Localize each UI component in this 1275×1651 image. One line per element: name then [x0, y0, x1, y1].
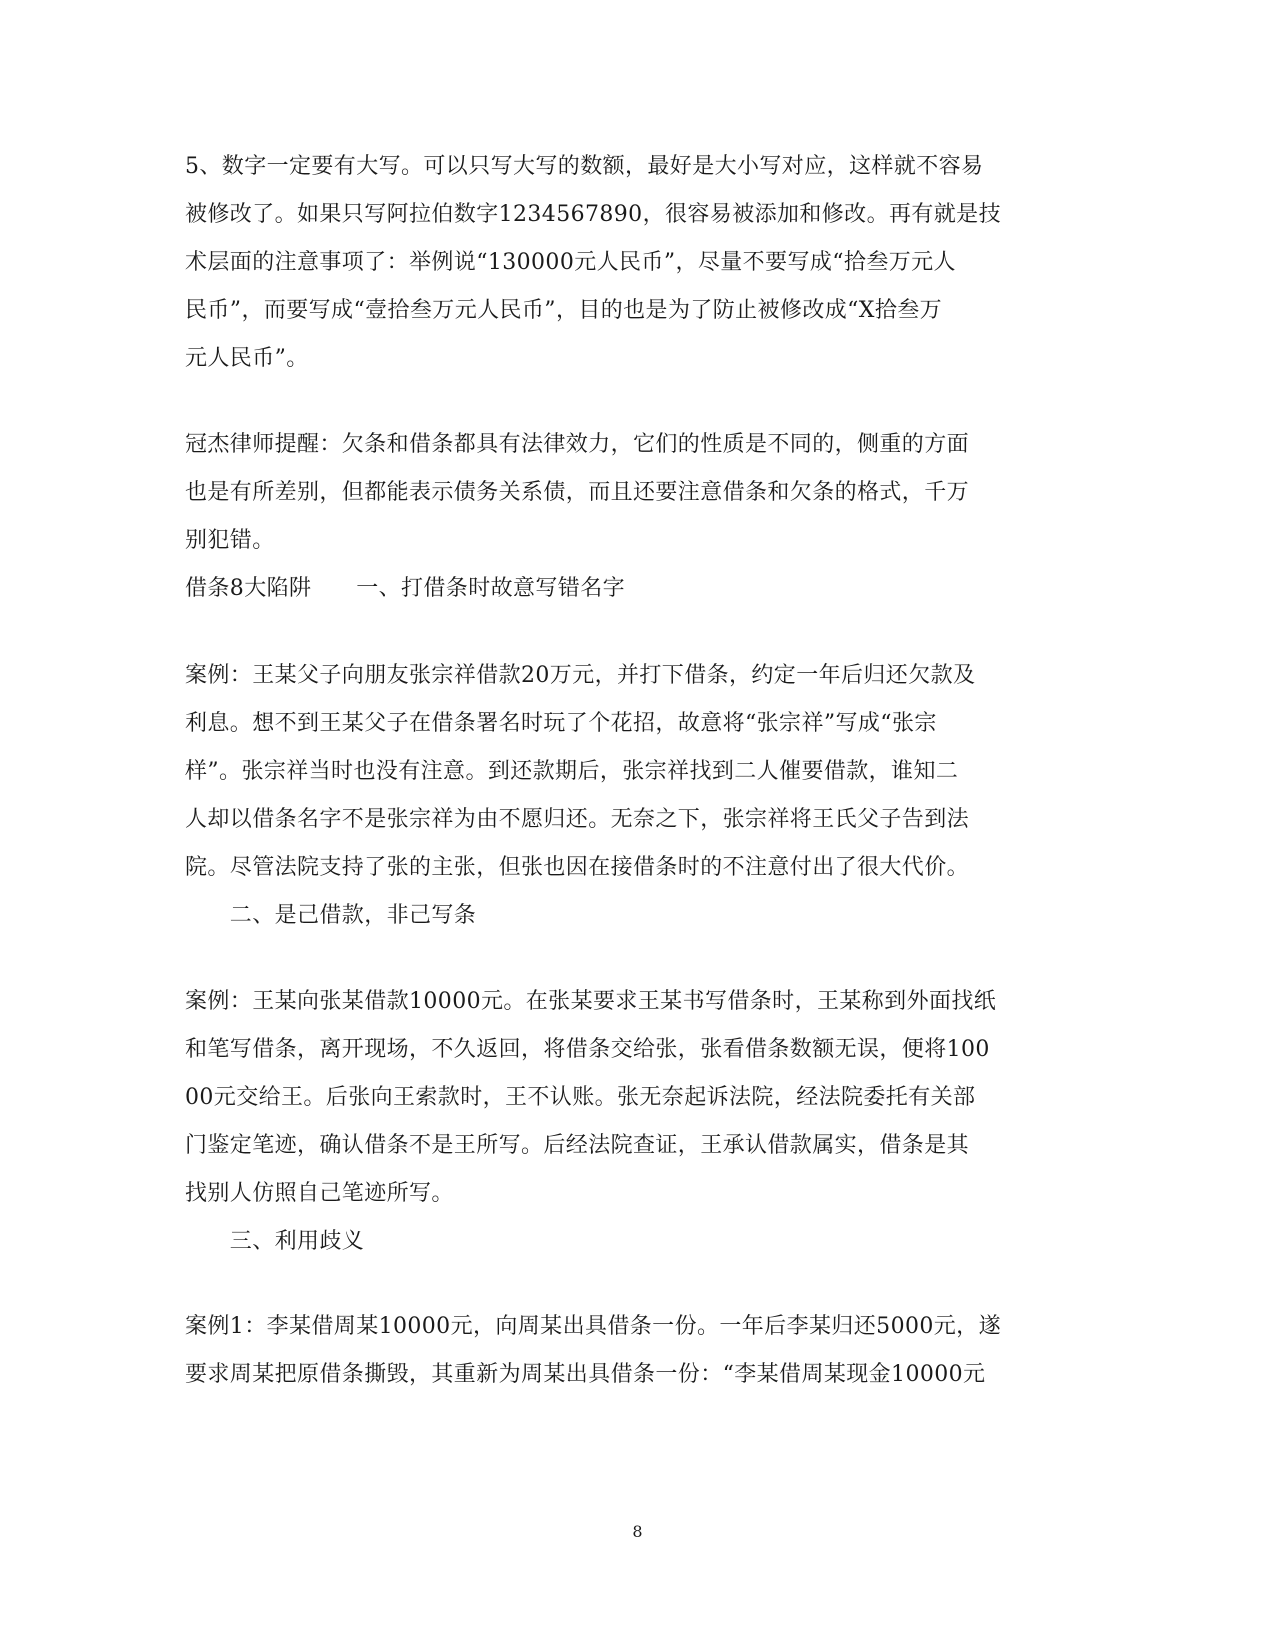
text-line: 元人民币”。 — [185, 346, 309, 371]
text-line: 利息。想不到王某父子在借条署名时玩了个花招，故意将“张宗祥”写成“张宗 — [185, 711, 937, 736]
paragraph-case-not-own-writing — [185, 978, 1065, 1266]
text-line: 案例：王某父子向朋友张宗祥借款20万元，并打下借条，约定一年后归还欠款及 — [185, 663, 976, 688]
text-line: 5、数字一定要有大写。可以只写大写的数额，最好是大小写对应，这样就不容易 — [185, 154, 984, 179]
page-number: 8 — [632, 1522, 643, 1541]
text-line: 被修改了。如果只写阿拉伯数字1234567890，很容易被添加和修改。再有就是技 — [185, 202, 1001, 227]
paragraph-case-wrong-name — [185, 652, 1065, 940]
paragraph-capital-numbers — [185, 143, 1065, 383]
text-line: 人却以借条名字不是张宗祥为由不愿归还。无奈之下，张宗祥将王氏父子告到法 — [185, 807, 970, 832]
text-line: 民币”，而要写成“壹拾叁万元人民币”，目的也是为了防止被修改成“X拾叁万 — [185, 298, 943, 323]
text-line: 也是有所差别，但都能表示债务关系债，而且还要注意借条和欠条的格式，千万 — [185, 480, 970, 505]
text-line: 院。尽管法院支持了张的主张，但张也因在接借条时的不注意付出了很大代价。 — [185, 855, 970, 880]
paragraph-lawyer-reminder — [185, 421, 1065, 613]
section-heading: 三、利用歧义 — [185, 1229, 365, 1254]
text-line: 要求周某把原借条撕毁，其重新为周某出具借条一份：“李某借周某现金10000元 — [185, 1362, 986, 1387]
text-line: 找别人仿照自己笔迹所写。 — [185, 1181, 454, 1206]
section-heading: 二、是己借款，非己写条 — [185, 903, 477, 928]
text-line: 术层面的注意事项了：举例说“130000元人民币”，尽量不要写成“拾叁万元人 — [185, 250, 956, 275]
text-line: 别犯错。 — [185, 528, 275, 553]
text-line: 样”。张宗祥当时也没有注意。到还款期后，张宗祥找到二人催要借款，谁知二 — [185, 759, 959, 784]
text-line: 案例1：李某借周某10000元，向周某出具借条一份。一年后李某归还5000元，遂 — [185, 1314, 1001, 1339]
text-line: 案例：王某向张某借款10000元。在张某要求王某书写借条时，王某称到外面找纸 — [185, 989, 997, 1014]
text-line: 门鉴定笔迹，确认借条不是王所写。后经法院查证，王承认借款属实，借条是其 — [185, 1133, 970, 1158]
text-line: 00元交给王。后张向王索款时，王不认账。张无奈起诉法院，经法院委托有关部 — [185, 1085, 976, 1110]
paragraph-case-ambiguity — [185, 1303, 1065, 1399]
text-line: 和笔写借条，离开现场，不久返回，将借条交给张，张看借条数额无误，便将100 — [185, 1037, 990, 1062]
text-line: 冠杰律师提醒：欠条和借条都具有法律效力，它们的性质是不同的，侧重的方面 — [185, 432, 970, 457]
section-heading: 借条8大陷阱 一、打借条时故意写错名字 — [185, 576, 625, 601]
